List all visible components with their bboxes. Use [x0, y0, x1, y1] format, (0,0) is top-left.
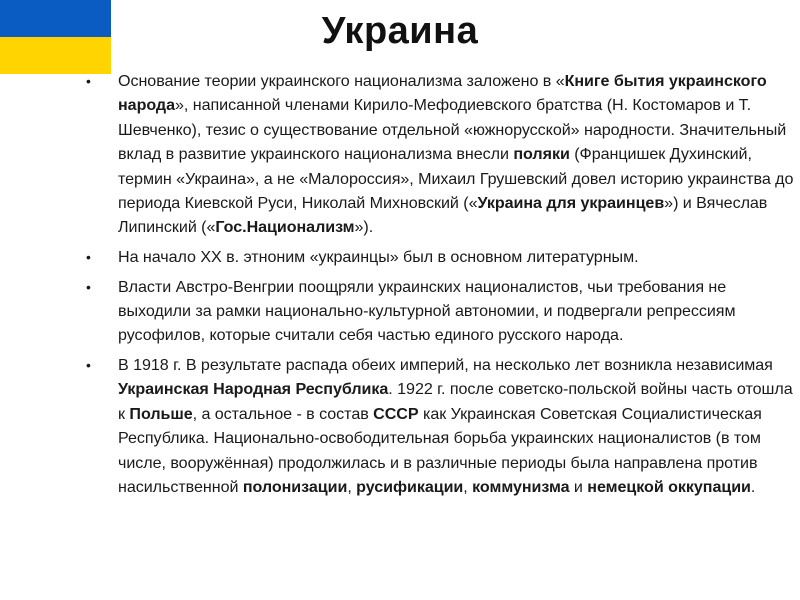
bold-text-run: поляки: [513, 145, 570, 164]
bullet-marker: •: [86, 73, 91, 89]
bold-text-run: Книге бытия украинского народа: [118, 72, 767, 115]
bullet-marker: •: [86, 278, 91, 295]
bold-text-run: СССР: [373, 404, 419, 423]
text-run: Власти Австро-Венгрии поощряли украинских националистов, чьи требования не выходили за рамки национально-культурной автономии, и подвергали репрессиям русофилов, которые считали себя частью единого русского народа.: [118, 277, 736, 345]
bullet-marker: •: [86, 249, 91, 266]
bullet-list: [82, 69, 794, 505]
text-run: . 1922 г. после советско-польской войны часть отошла к: [118, 380, 793, 423]
bullet-text: [118, 72, 793, 236]
bold-text-run: Польше: [129, 404, 193, 423]
bullet-text: [118, 278, 736, 345]
text-run: Основание теории украинского национализма заложено в «: [118, 72, 565, 90]
slide-title: Украина: [321, 10, 479, 52]
text-run: ») и Вячеслав Липинский («: [118, 194, 768, 237]
bullet-text: [118, 356, 793, 496]
text-run: и: [569, 478, 588, 497]
bullet-text: [118, 248, 639, 266]
bold-text-run: немецкой оккупации: [587, 478, 751, 497]
bold-text-run: коммунизма: [472, 478, 570, 497]
text-run: В 1918 г. В результате распада обеих империй, на несколько лет возникла независимая: [118, 356, 773, 375]
text-run: .: [750, 478, 756, 497]
text-run: ,: [347, 478, 357, 497]
bold-text-run: Украина для украинцев: [477, 194, 665, 213]
text-run: ,: [463, 478, 473, 497]
bold-text-run: Украинская Народная Республика: [118, 380, 389, 399]
bold-text-run: Гос.Национализм: [215, 218, 355, 237]
bullet-item: [82, 353, 794, 499]
flag-stripe-blue: [0, 0, 111, 37]
bullet-marker: •: [86, 357, 91, 374]
bullet-item: [82, 275, 794, 348]
bullet-item: [82, 245, 794, 269]
bold-text-run: полонизации: [242, 478, 348, 497]
bold-text-run: русификации: [356, 478, 464, 497]
text-run: как Украинская Советская Социалистическая Республика. Национально-освободительная борьба украинских националистов (в том числе, вооружённая) продолжилась и в различные периоды была направлена против насильственной: [118, 404, 762, 497]
ukraine-flag: [0, 0, 111, 74]
bullet-item: [82, 69, 794, 240]
text-run: На начало XX в. этноним «украинцы» был в основном литературным.: [118, 248, 639, 267]
text-run: », написанной членами Кирило-Мефодиевского братства (Н. Костомаров и Т. Шевченко), тезис о существование отдельной «южнорусской» народности. Значительный вклад в развитие украинского национализма внесли: [118, 96, 787, 164]
text-run: , а остальное - в состав: [192, 404, 374, 423]
text-run: »).: [354, 218, 374, 237]
text-run: (Францишек Духинский, термин «Украина», а не «Малороссия», Михаил Грушевский довел историю украинства до периода Киевской Руси, Николай Михновский («: [118, 145, 794, 213]
